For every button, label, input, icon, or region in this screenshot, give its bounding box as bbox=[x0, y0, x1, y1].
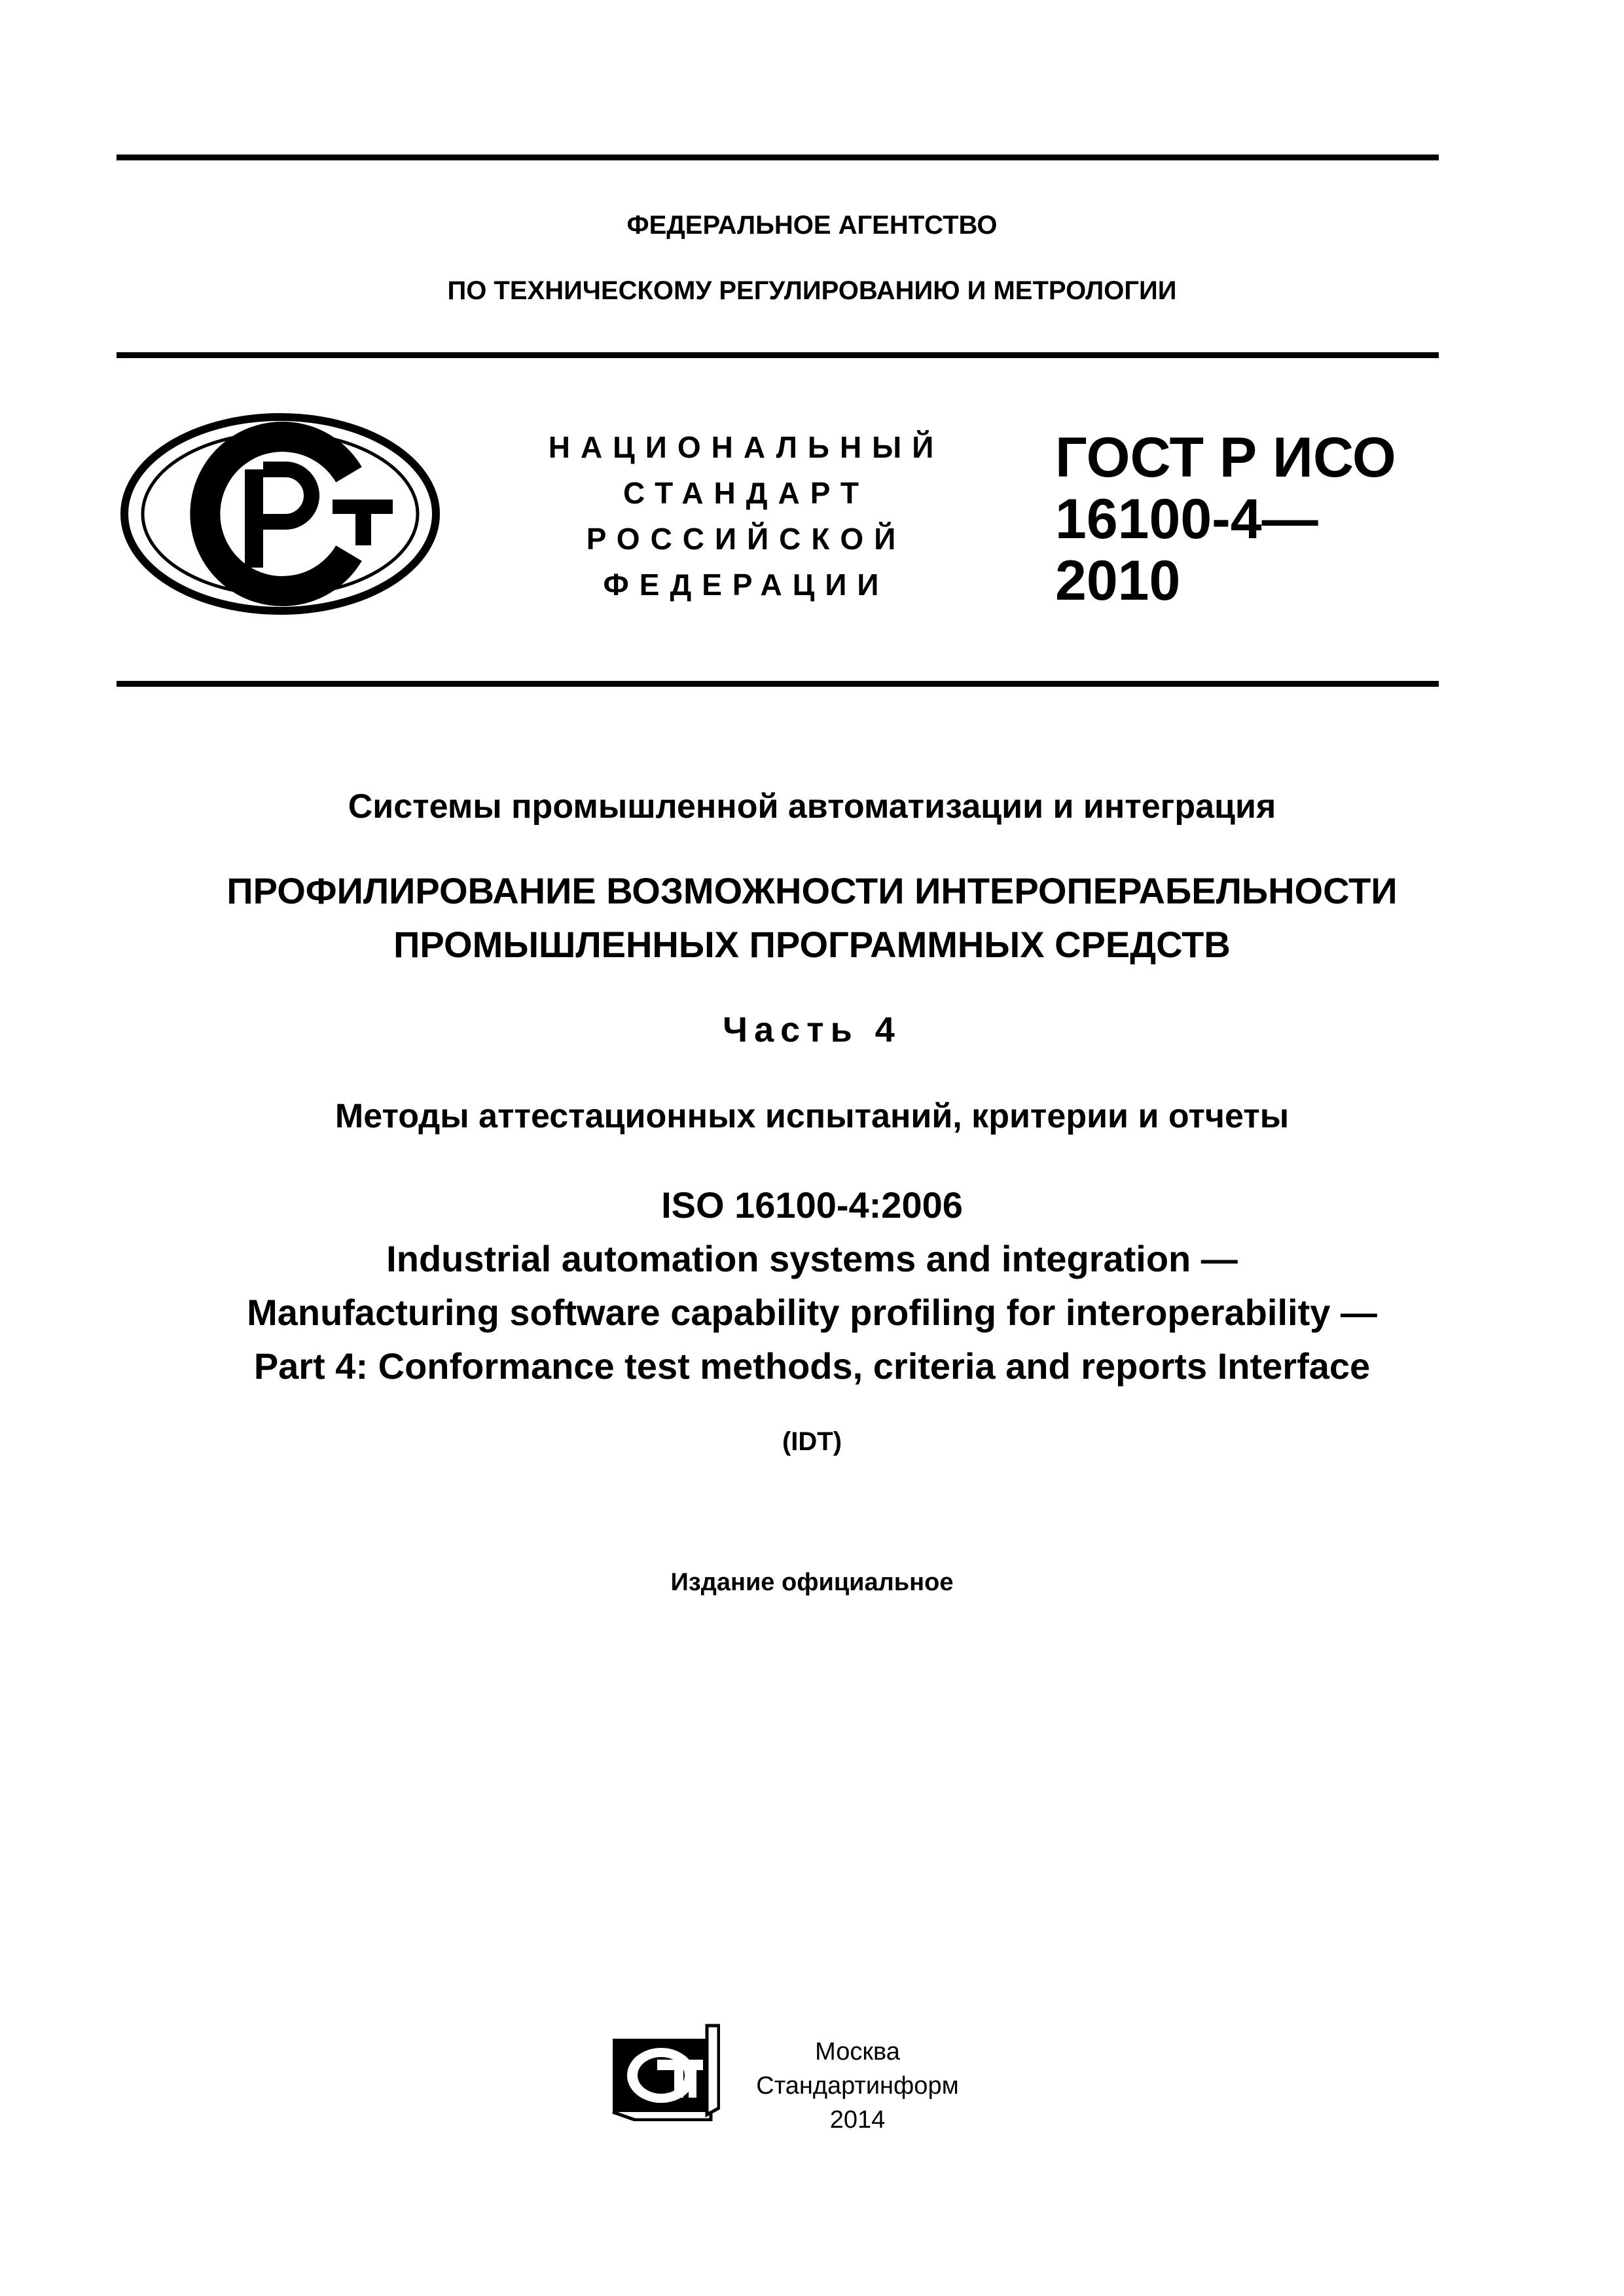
designation-line-1: ГОСТ Р ИСО bbox=[1055, 426, 1396, 489]
publisher-city: Москва bbox=[815, 2038, 900, 2066]
main-title-line-1: ПРОФИЛИРОВАНИЕ ВОЗМОЖНОСТИ ИНТЕРОПЕРАБЕЛЬНОСТИ bbox=[226, 870, 1398, 911]
iso-title-line-2: Manufacturing software capability profiling for interoperability — bbox=[247, 1292, 1377, 1333]
agency-line-1: ФЕДЕРАЛЬНОЕ АГЕНТСТВО bbox=[626, 211, 998, 240]
iso-number: ISO 16100-4:2006 bbox=[661, 1184, 963, 1226]
series-title: Системы промышленной автоматизации и интеграция bbox=[348, 788, 1276, 826]
part-number: Часть 4 bbox=[723, 1010, 901, 1049]
publisher-name: Стандартинформ bbox=[756, 2072, 959, 2100]
iso-title-line-1: Industrial automation systems and integration — bbox=[386, 1238, 1238, 1279]
agency-divider bbox=[117, 352, 1439, 358]
national-standard-line-4: ФЕДЕРАЦИИ bbox=[603, 568, 890, 602]
national-standard-label bbox=[517, 424, 975, 608]
iso-block bbox=[0, 1178, 1624, 1393]
top-rule bbox=[117, 155, 1439, 160]
designation-line-2: 16100-4— bbox=[1055, 488, 1318, 551]
main-title-line-2: ПРОМЫШЛЕННЫХ ПРОГРАММНЫХ СРЕДСТВ bbox=[393, 924, 1231, 965]
part-subtitle: Методы аттестационных испытаний, критерии и отчеты bbox=[334, 1097, 1290, 1135]
main-title bbox=[0, 864, 1624, 972]
rst-logo-icon bbox=[117, 409, 444, 619]
publication-year: 2014 bbox=[829, 2106, 886, 2134]
standartinform-logo-icon bbox=[609, 2023, 720, 2121]
publisher-info bbox=[733, 2035, 982, 2137]
edition-label: Издание официальное bbox=[670, 1569, 954, 1596]
agency-line-2: ПО ТЕХНИЧЕСКОМУ РЕГУЛИРОВАНИЮ И МЕТРОЛОГИИ bbox=[447, 276, 1177, 305]
iso-title-line-3: Part 4: Conformance test methods, criteria and reports Interface bbox=[253, 1345, 1371, 1387]
national-standard-line-2: СТАНДАРТ bbox=[623, 476, 869, 510]
standard-designation bbox=[1055, 427, 1396, 611]
national-standard-line-3: РОССИЙСКОЙ bbox=[586, 522, 907, 556]
designation-line-3: 2010 bbox=[1055, 549, 1181, 612]
national-standard-line-1: НАЦИОНАЛЬНЫЙ bbox=[548, 430, 945, 464]
header-bottom-rule bbox=[117, 681, 1439, 687]
equivalence-label: (IDT) bbox=[782, 1427, 842, 1456]
